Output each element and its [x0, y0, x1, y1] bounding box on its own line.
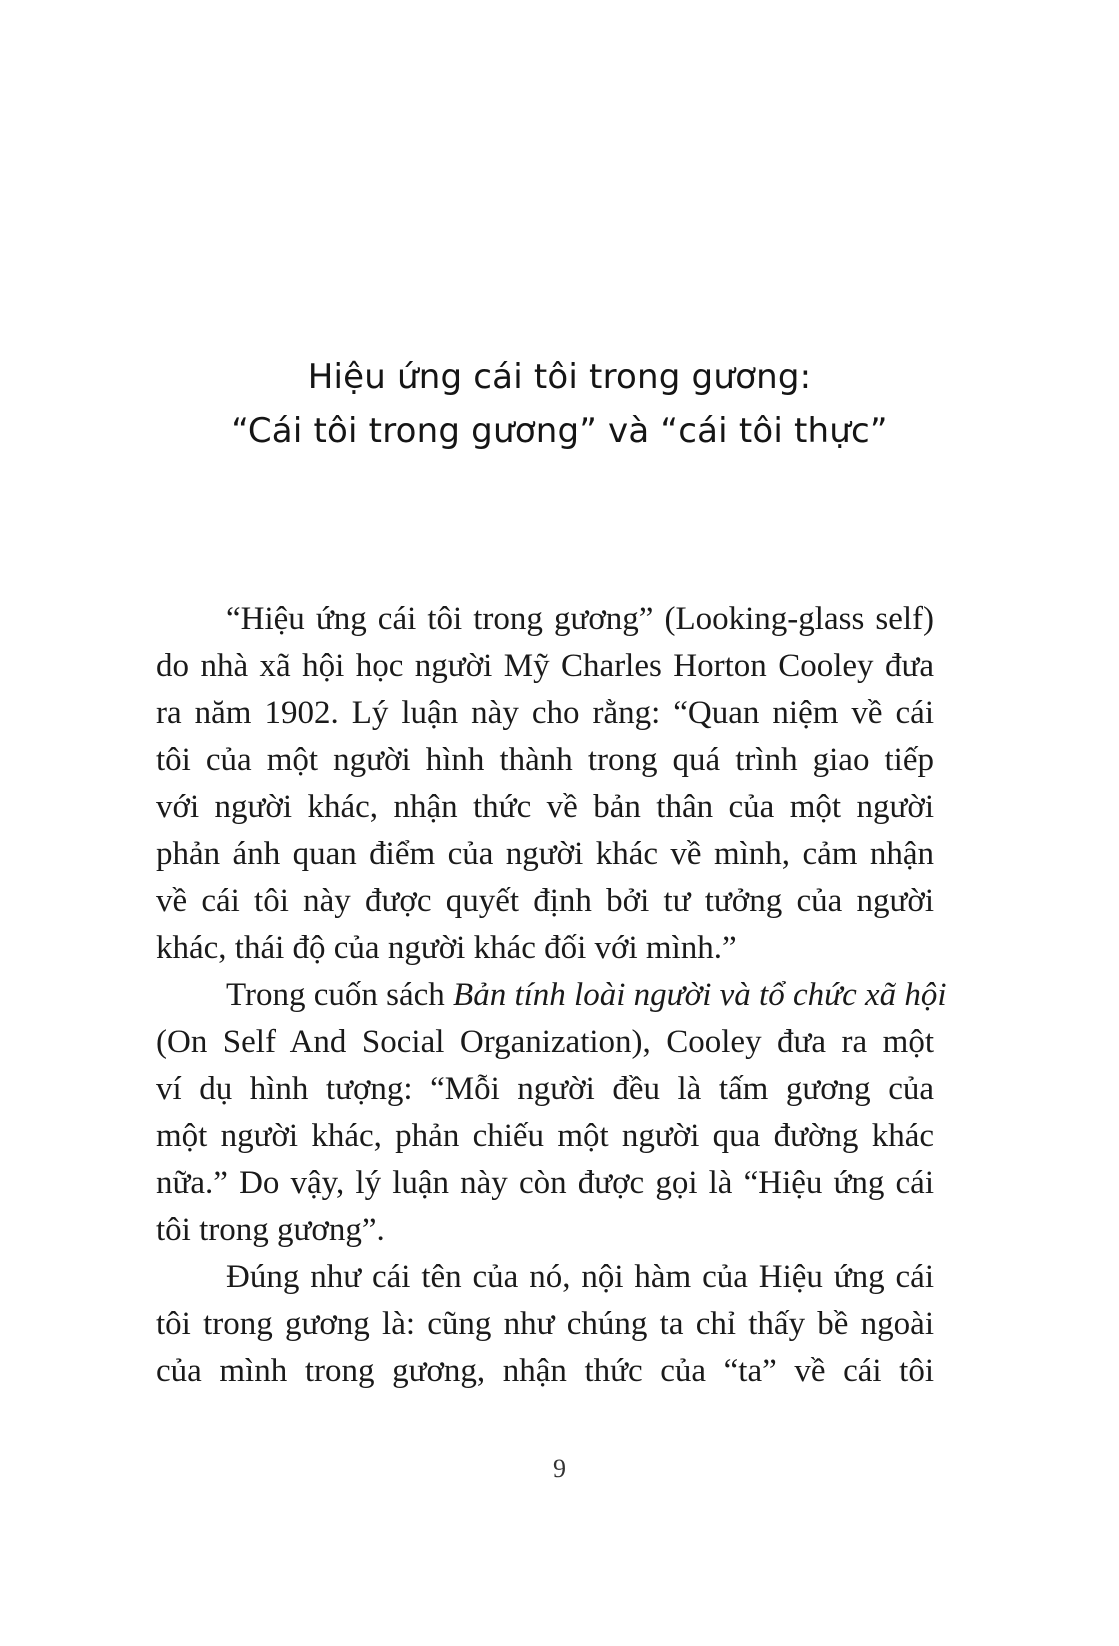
paragraph-2-line: một người khác, phản chiếu một người qua đường khác: [156, 1118, 934, 1154]
chapter-title-line-1: Hiệu ứng cái tôi trong gương:: [307, 357, 812, 397]
paragraph-1-line: khác, thái độ của người khác đối với mình.”: [156, 930, 737, 966]
paragraph-1-line: với người khác, nhận thức về bản thân của một người: [156, 789, 934, 825]
paragraph-2-line: ví dụ hình tượng: “Mỗi người đều là tấm gương của: [156, 1071, 934, 1107]
chapter-title-line-2: “Cái tôi trong gương” và “cái tôi thực”: [231, 411, 888, 451]
paragraph-1-line: phản ánh quan điểm của người khác về mình, cảm nhận: [156, 836, 934, 872]
page-number: 9: [553, 1454, 566, 1483]
paragraph-1-line: tôi của một người hình thành trong quá trình giao tiếp: [156, 742, 934, 778]
book-title-italic: Bản tính loài người và tổ chức xã hội: [453, 977, 947, 1013]
paragraph-2-line1-prefix: Trong cuốn sách: [226, 977, 454, 1013]
paragraph-2-line: tôi trong gương”.: [156, 1212, 385, 1248]
paragraph-3-line: Đúng như cái tên của nó, nội hàm của Hiệu ứng cái: [226, 1259, 934, 1295]
paragraph-3-line: của mình trong gương, nhận thức của “ta” về cái tôi: [156, 1353, 934, 1389]
paragraph-2-line: nữa.” Do vậy, lý luận này còn được gọi là “Hiệu ứng cái: [156, 1165, 934, 1201]
chapter-title: [0, 350, 1119, 458]
paragraph-1-line: “Hiệu ứng cái tôi trong gương” (Looking-glass self): [226, 601, 934, 637]
paragraph-1-line: về cái tôi này được quyết định bởi tư tưởng của người: [156, 883, 934, 919]
paragraph-2-line: [156, 972, 947, 1019]
paragraph-3-line: tôi trong gương là: cũng như chúng ta chỉ thấy bề ngoài: [156, 1306, 934, 1342]
body-text: [156, 596, 947, 1395]
paragraph-1-line: ra năm 1902. Lý luận này cho rằng: “Quan niệm về cái: [156, 695, 934, 731]
paragraph-2-line: (On Self And Social Organization), Cooley đưa ra một: [156, 1024, 934, 1060]
paragraph-1-line: do nhà xã hội học người Mỹ Charles Horton Cooley đưa: [156, 648, 934, 684]
